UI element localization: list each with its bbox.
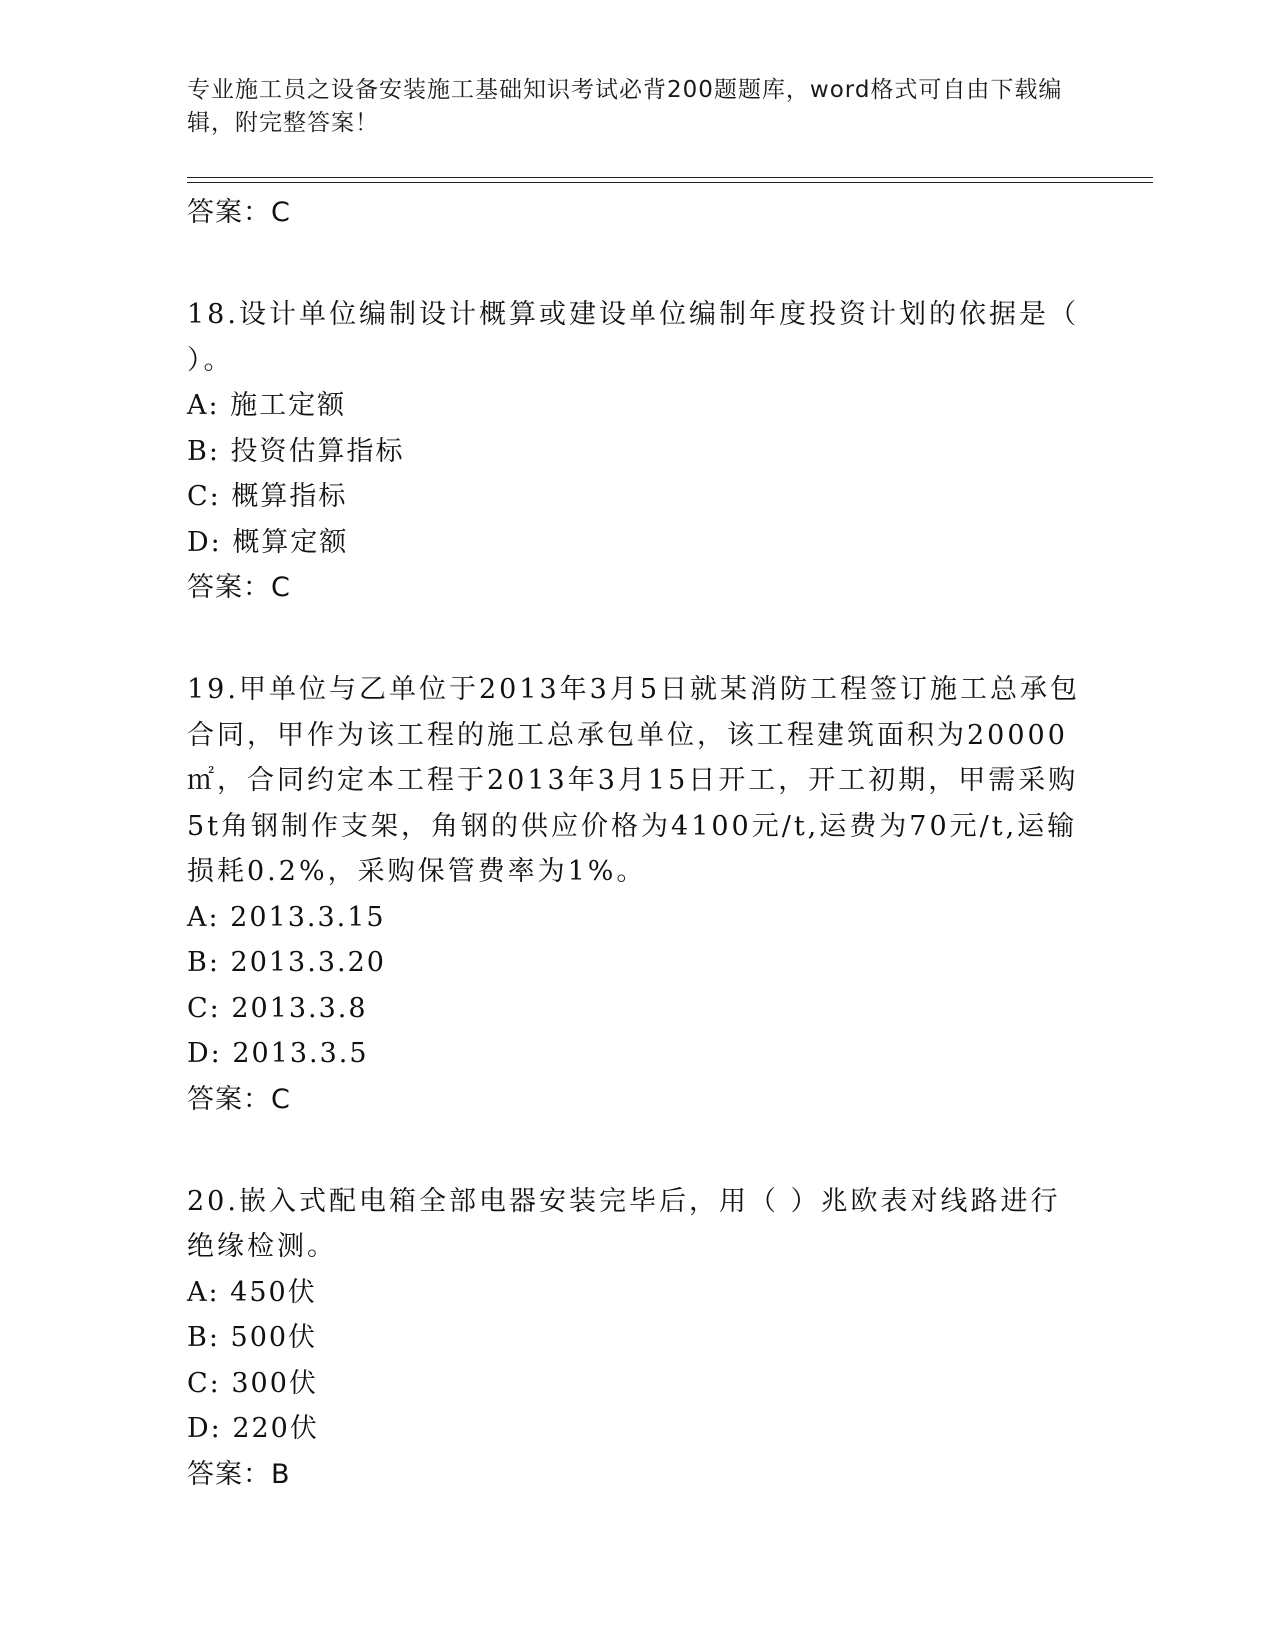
answer-line: 答案：C <box>187 1083 291 1115</box>
question-text: 18.设计单位编制设计概算或建设单位编制年度投资计划的依据是（ ）。 <box>187 299 1079 376</box>
answer-line: 答案：B <box>187 1458 291 1490</box>
option-d: D: 220伏 <box>187 1413 319 1444</box>
block-gap <box>187 1123 1087 1179</box>
option-a: A: 450伏 <box>187 1276 317 1308</box>
answer-line: 答案：C <box>187 197 291 228</box>
document-content <box>187 190 1087 1498</box>
option-c: C: 300伏 <box>187 1367 318 1399</box>
answer-line: 答案：C <box>187 572 291 603</box>
option-d: D: 2013.3.5 <box>187 1038 369 1069</box>
option-a: A: 施工定额 <box>187 390 347 421</box>
question-text: 19.甲单位与乙单位于2013年3月5日就某消防工程签订施工总承包合同，甲作为该工程的施工总承包单位，该工程建筑面积为20000㎡，合同约定本工程于2013年3月15日开工，开工初期，甲需采购5t角钢制作支架，角钢的供应价格为4100元/t,运费为70元/t,运输损耗0.2%，采购保管费率为1%。 <box>187 674 1081 887</box>
option-a: A: 2013.3.15 <box>187 901 386 933</box>
block-gap <box>187 611 1087 667</box>
page-header-title: 专业施工员之设备安装施工基础知识考试必背200题题库，word格式可自由下载编辑，附完整答案！ <box>187 77 1063 136</box>
option-b: B: 投资估算指标 <box>187 435 405 467</box>
question-block-20 <box>187 1179 1087 1498</box>
header-divider <box>187 177 1153 178</box>
question-block-18 <box>187 292 1087 611</box>
option-b: B: 500伏 <box>187 1322 318 1353</box>
question-block-19 <box>187 667 1087 1123</box>
option-b: B: 2013.3.20 <box>187 947 386 978</box>
option-d: D: 概算定额 <box>187 526 349 558</box>
block-gap <box>187 236 1087 292</box>
option-c: C: 概算指标 <box>187 481 348 512</box>
header-divider-second <box>187 182 1153 183</box>
option-c: C: 2013.3.8 <box>187 992 368 1024</box>
question-text: 20.嵌入式配电箱全部电器安装完毕后，用（ ）兆欧表对线路进行绝缘检测。 <box>187 1185 1061 1262</box>
